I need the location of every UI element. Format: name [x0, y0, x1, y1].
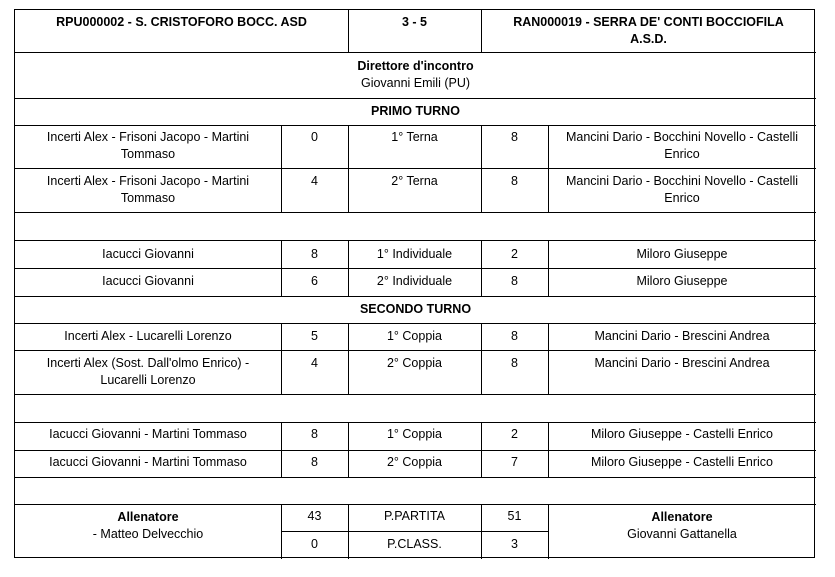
row-divider	[15, 296, 816, 297]
row-divider	[15, 504, 816, 505]
away-players	[548, 129, 816, 163]
home-players: Iacucci Giovanni	[102, 274, 194, 288]
away-score: 8	[511, 174, 518, 188]
game-label: 2° Terna	[391, 174, 438, 188]
row-divider	[15, 168, 816, 169]
director-name: Giovanni Emili (PU)	[360, 76, 471, 90]
home-score: 4	[311, 356, 318, 370]
match-score: 3 - 5	[401, 15, 427, 29]
game-label: 2° Coppia	[386, 356, 443, 370]
home-players-line1: Incerti Alex (Sost. Dall'olmo Enrico) -	[46, 356, 250, 370]
away-team-name-line1: RAN000019 - SERRA DE' CONTI BOCCIOFILA	[513, 15, 784, 29]
director-label: Direttore d'incontro	[357, 59, 474, 73]
row-divider	[15, 212, 816, 213]
home-coach	[15, 509, 281, 543]
home-players-line1: Incerti Alex - Frisoni Jacopo - Martini	[46, 174, 250, 188]
game-label: 1° Terna	[391, 130, 438, 144]
away-players-line2: Enrico	[664, 147, 700, 161]
match-points-label: P.PARTITA	[384, 509, 445, 523]
away-players: Miloro Giuseppe	[636, 247, 728, 261]
home-players: Iacucci Giovanni	[102, 247, 194, 261]
row-divider	[15, 125, 816, 126]
home-score: 6	[311, 274, 318, 288]
away-players: Mancini Dario - Brescini Andrea	[594, 329, 770, 343]
row-divider	[15, 450, 816, 451]
row-divider	[15, 477, 816, 478]
away-score: 7	[511, 455, 518, 469]
away-team-name-line2: A.S.D.	[630, 32, 667, 46]
away-score: 2	[511, 247, 518, 261]
row-divider	[15, 323, 816, 324]
match-report-table	[14, 9, 815, 558]
row-divider	[15, 98, 816, 99]
row-divider	[15, 422, 816, 423]
home-players-line2: Tommaso	[120, 147, 176, 161]
away-players-line1: Mancini Dario - Bocchini Novello - Castelli	[565, 130, 799, 144]
home-score: 8	[311, 427, 318, 441]
home-players	[15, 355, 281, 389]
away-score: 8	[511, 274, 518, 288]
home-players: Iacucci Giovanni - Martini Tommaso	[49, 455, 247, 469]
away-class-points: 3	[511, 537, 518, 551]
game-label: 1° Coppia	[386, 329, 443, 343]
away-score: 8	[511, 329, 518, 343]
class-points-label: P.CLASS.	[387, 537, 442, 551]
home-coach-name: - Matteo Delvecchio	[92, 527, 204, 541]
row-divider	[15, 52, 816, 53]
away-players: Miloro Giuseppe - Castelli Enrico	[590, 455, 773, 469]
row-divider	[15, 268, 816, 269]
game-label: 1° Individuale	[376, 247, 453, 261]
away-score: 2	[511, 427, 518, 441]
home-players: Incerti Alex - Lucarelli Lorenzo	[64, 329, 232, 343]
home-score: 8	[311, 455, 318, 469]
home-team-name: RPU000002 - S. CRISTOFORO BOCC. ASD	[56, 15, 307, 29]
away-players: Miloro Giuseppe	[636, 274, 728, 288]
home-coach-label: Allenatore	[117, 510, 179, 524]
away-players: Mancini Dario - Brescini Andrea	[594, 356, 770, 370]
away-coach-label: Allenatore	[651, 510, 713, 524]
away-players-line1: Mancini Dario - Bocchini Novello - Castelli	[565, 174, 799, 188]
away-team-name	[481, 14, 816, 48]
home-score: 5	[311, 329, 318, 343]
game-label: 2° Individuale	[376, 274, 453, 288]
away-coach	[548, 509, 816, 543]
away-score: 8	[511, 356, 518, 370]
away-match-points: 51	[507, 509, 522, 523]
away-coach-name: Giovanni Gattanella	[627, 527, 737, 541]
away-players-line2: Enrico	[664, 191, 700, 205]
home-players-line2: Lucarelli Lorenzo	[100, 373, 196, 387]
row-divider	[15, 350, 816, 351]
game-label: 1° Coppia	[386, 427, 443, 441]
row-divider	[15, 394, 816, 395]
home-score: 8	[311, 247, 318, 261]
home-players	[15, 173, 281, 207]
home-score: 4	[311, 174, 318, 188]
director-section	[15, 58, 816, 92]
first-turn-title: PRIMO TURNO	[371, 104, 460, 118]
home-players: Iacucci Giovanni - Martini Tommaso	[49, 427, 247, 441]
row-divider	[281, 531, 548, 532]
home-score: 0	[311, 130, 318, 144]
away-score: 8	[511, 130, 518, 144]
away-players	[548, 173, 816, 207]
away-players: Miloro Giuseppe - Castelli Enrico	[590, 427, 773, 441]
home-match-points: 43	[307, 509, 322, 523]
home-players-line1: Incerti Alex - Frisoni Jacopo - Martini	[46, 130, 250, 144]
home-players-line2: Tommaso	[120, 191, 176, 205]
row-divider	[15, 240, 816, 241]
home-players	[15, 129, 281, 163]
game-label: 2° Coppia	[386, 455, 443, 469]
home-class-points: 0	[311, 537, 318, 551]
second-turn-title: SECONDO TURNO	[359, 302, 472, 316]
